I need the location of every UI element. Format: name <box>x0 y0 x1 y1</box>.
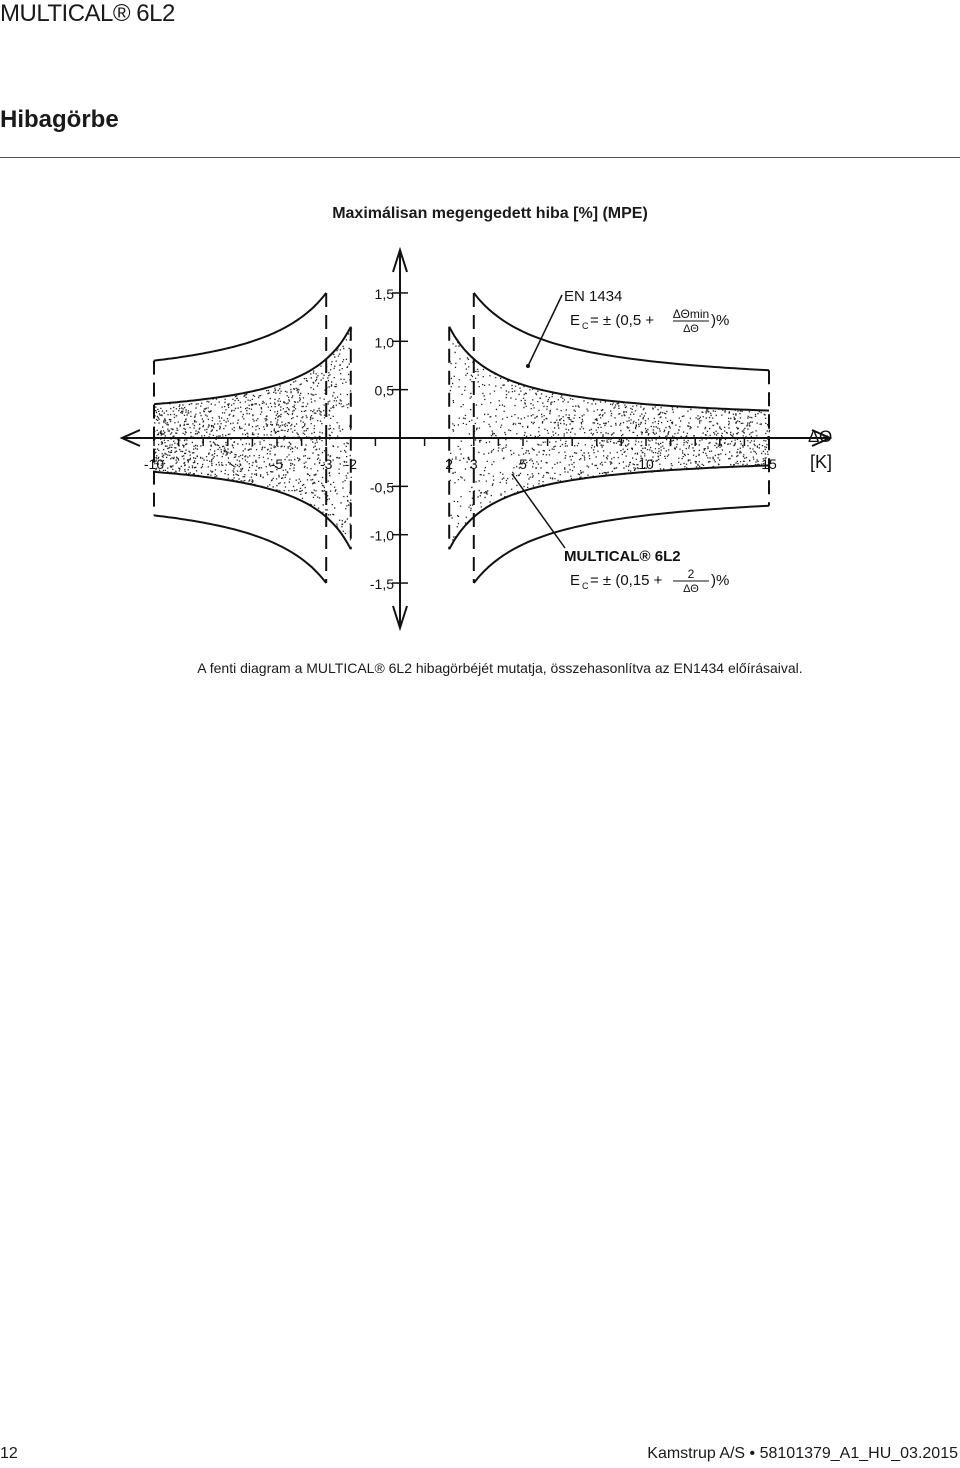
y-tick-label: 1,5 <box>374 285 394 302</box>
multical-formula-numerator: 2 <box>687 567 695 581</box>
stipple-fill-left <box>154 328 352 540</box>
stipple-fill-right <box>449 342 770 541</box>
x-tick-label: 15 <box>761 456 777 472</box>
error-curve-chart <box>0 0 960 660</box>
multical-formula-text: = ± (0,15 + <box>590 572 663 589</box>
multical-curve-right-upper <box>449 327 769 411</box>
x-tick-label: -3 <box>319 456 333 472</box>
multical-name: MULTICAL® 6L2 <box>564 548 681 565</box>
en1434-formula-end: )% <box>711 312 730 329</box>
page-number: 12 <box>0 1445 18 1462</box>
x-tick-label: 2 <box>445 456 454 472</box>
en1434-formula-label: E <box>570 312 581 329</box>
footer-text: Kamstrup A/S • 58101379_A1_HU_03.2015 <box>647 1445 958 1462</box>
x-axis-unit: [K] <box>810 452 833 472</box>
section-title: Hibagörbe <box>0 106 119 133</box>
multical-formula-denominator: ΔΘ <box>683 583 699 595</box>
leader-dot <box>526 364 530 368</box>
x-axis-label: ΔΘ <box>808 427 833 446</box>
multical-formula-label: E <box>570 572 581 589</box>
x-tick-label: 5 <box>519 456 527 472</box>
en1434-formula-text: = ± (0,5 + <box>590 312 655 329</box>
en1434-formula-denominator: ΔΘ <box>683 323 699 335</box>
y-tick-label: 0,5 <box>374 382 394 399</box>
en1434-leader-line <box>528 295 562 366</box>
y-tick-label: -1,0 <box>369 527 394 544</box>
document-header: MULTICAL® 6L2 <box>0 0 175 27</box>
en1434-formula-sub: C <box>582 321 589 331</box>
en1434-formula-numerator: ΔΘmin <box>672 307 710 321</box>
en1434-curve-left-upper <box>154 293 326 361</box>
x-tick-label: 3 <box>469 456 478 472</box>
x-tick-label: 10 <box>638 456 654 472</box>
multical-formula-end: )% <box>711 572 730 589</box>
caption: A fenti diagram a MULTICAL® 6L2 hibagörbéjét mutatja, összehasonlítva az EN1434 előírásaival. <box>197 660 803 676</box>
y-tick-label: -0,5 <box>369 479 394 496</box>
en1434-name: EN 1434 <box>564 288 623 305</box>
x-tick-label: -5 <box>270 456 284 472</box>
multical-formula-sub: C <box>582 581 589 591</box>
chart-title: Maximálisan megengedett hiba [%] (MPE) <box>332 205 648 222</box>
x-tick-label: -10 <box>143 456 165 472</box>
y-tick-label: 1,0 <box>374 334 394 351</box>
en1434-curve-left-lower <box>154 515 326 583</box>
x-tick-label: -2 <box>344 456 358 472</box>
multical-curve-right-lower <box>449 465 769 549</box>
y-tick-label: -1,5 <box>369 576 394 593</box>
